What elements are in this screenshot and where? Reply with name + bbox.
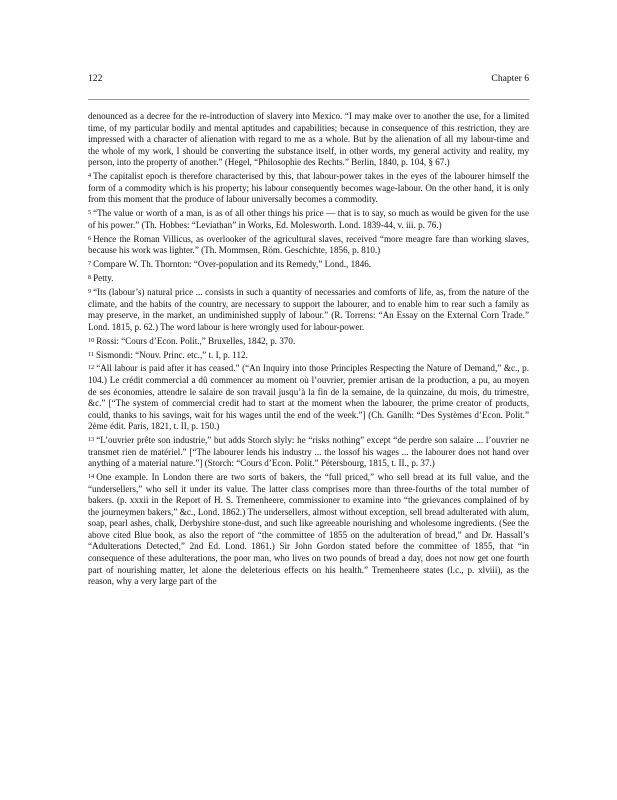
footnote [88,590,529,602]
page-number: 122 [88,73,103,84]
chapter-title: Chapter 6 [491,73,529,84]
footnote-text: One example. In London there are two sorts of bakers, the “full priced,” who sell bread at its full value, and the “undersellers,” who sell it under its value. The latter class comprises more than three-fourths of the total number of bakers. (p. xxxii in the Report of H. S. Tremenheere, commissioner to examine into “the grievances complained of by the journeymen bakers,” &c., Lond. 1862.) The undersellers, almost without exception, sell bread adulterated with alum, soap, pearl ashes, chalk, Derbyshire stone-dust, and such like agreeable nourishing and wholesome ingredients. (See the above cited Blue book, as also the report of “the committee of 1855 on the adulteration of bread,” and Dr. Hassall’s “Adulterations Detected,” 2nd Ed. Lond. 1861.) Sir John Gordon stated before the committee of 1855, that “in consequence of these adulterations, the poor man, who lives on two pounds of bread a day, does not now get one fourth part of nourishing matter, let alone the deleterious effects on his health.” Tremenheere states (l.c., p. xlviii), as the reason, why a very large part of the [88,472,529,587]
footnote-text: Sismondi: “Nouv. Princ. etc.,” t. I, p. 112. [95,349,248,360]
footnote [88,171,529,206]
page-header [88,73,529,85]
footnote-text: “Its (labour’s) natural price ... consists in such a quantity of necessaries and comforts of life, as, from the nature of the climate, and the habits of the country, are necessary to support the labourer, and to enable him to rear such a family as may preserve, in the market, an undiminished supply of labour.” (R. Torrens: “An Essay on the External Corn Trade.” Lond. 1815, p. 62.) The word labour is here wrongly used for labour-power. [88,287,529,332]
footnote-text: Compare W. Th. Thornton: “Over-population and its Remedy,” Lond., 1846. [93,259,372,270]
footnote-text: “All labour is paid after it has ceased.” (“An Inquiry into those Principles Respecting the Nature of Demand,” &c., p. 104.) Le crédit commercial a dû commencer au moment où l’ouvrier, premier artisan de la production, a pu, au moyen de ses économies, attendre le salaire de son travail jusqu’à la fin de la semaine, de la quinzaine, du mois, du trimestre, &c.” [“The system of commercial credit had to start at the moment when the labourer, the prime creator of products, could, thanks to his savings, wait for his wages until the end of the week.”] (Ch. Ganilh: “Des Systèmes d’Econ. Polit.” 2ème édit. Paris, 1821, t. II, p. 150.) [88,363,529,432]
footnote-number: 14 [88,473,95,481]
footnote-number: 5 [88,209,92,217]
footnote-text: The capitalist epoch is therefore characterised by this, that labour-power takes in the eyes of the labourer himself the form of a commodity which is his property; his labour consequently becomes wage-labour. On the other hand, it is only from this moment that the produce of labour universally becomes a commodity. [88,171,529,205]
footnote-text: Hence the Roman Villicus, as overlooker of the agricultural slaves, received “more meagre fare than working slaves, because his work was lighter.” (Th. Mommsen, Röm. Geschichte, 1856, p. 810.) [88,233,529,256]
footnote-text: Petty. [93,273,114,284]
footnote [88,234,529,257]
footnote-number: 6 [88,234,92,242]
footnote [88,350,529,362]
footnote [88,273,529,285]
footnote-number: 11 [88,350,94,358]
footnote [88,472,529,587]
footnote-number: 8 [88,274,92,282]
footnote-text: denounced as a decree for the re-introduction of slavery into Mexico. “I may make over to another the use, for a limited time, of my particular bodily and mental aptitudes and capabilities; because in consequence of this restriction, they are impressed with a character of alienation with regard to me as a whole. But by the alienation of all my labour-time and the whole of my work, I should be converting the substance itself, in other words, my general activity and reality, my person, into the property of another.” (Hegel, “Philosophie des Rechts.” Berlin, 1840, p. 104, § 67.) [88,111,529,168]
footnote-number: 12 [88,364,95,372]
footnote [88,259,529,271]
footnote [88,208,529,231]
header-divider [88,99,529,100]
footnote [88,336,529,348]
footnote-number: 4 [88,172,92,180]
footnotes-body [88,111,529,604]
footnote-number: 10 [88,336,95,344]
footnote-continuation [88,111,529,169]
footnote-text: “L’ouvrier prête son industrie,” but adds Storch slyly: he “risks nothing” except “de perdre son salaire ... l’ouvrier ne transmet rien de matériel.” [“The labourer lends his industry ... the lossof his wages ... the labourer does not hand over anything of a material nature.”] (Storch: “Cours d’Econ. Polit.” Pétersbourg, 1815, t. II., p. 37.) [88,435,529,469]
footnote-number: 9 [88,288,92,295]
footnote-text: “The value or worth of a man, is as of all other things his price — that is to say, so much as would be given for the use of his power.” (Th. Hobbes: “Leviathan” in Works, Ed. Molesworth. Lond. 1839-44, v. iii. p. 76.) [88,208,529,230]
footnote [88,435,529,470]
footnote-text: Rossi: “Cours d’Econ. Polit.,” Bruxelles, 1842, p. 370. [96,335,296,346]
footnote [88,287,529,333]
footnote [88,363,529,432]
footnote-number: 13 [88,436,95,444]
footnote-number: 7 [88,260,92,268]
